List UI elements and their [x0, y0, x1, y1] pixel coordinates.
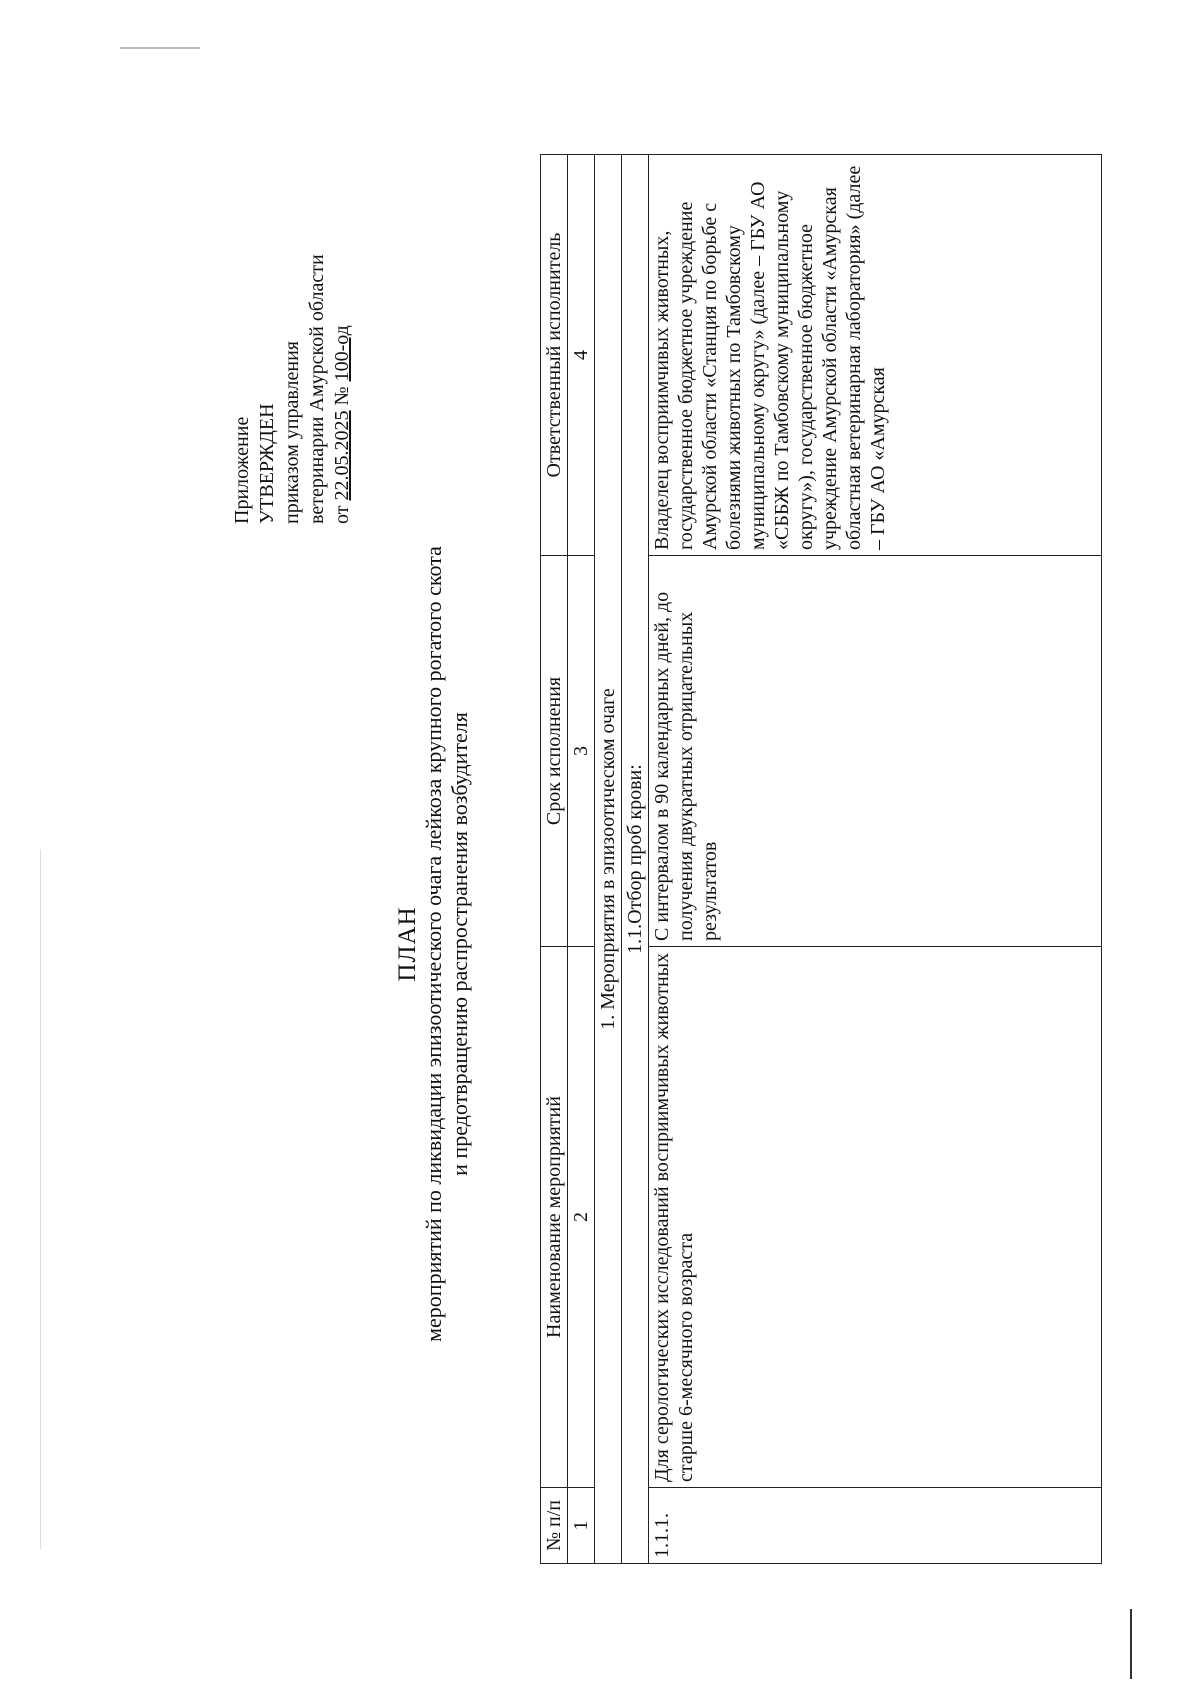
table-header-row	[541, 155, 568, 1564]
row-activity: Для серологических исследований восприимчивых животных старше 6-месячного возраста	[649, 947, 1102, 1488]
column-number-4: 4	[568, 155, 595, 556]
approval-date-line	[330, 104, 355, 524]
column-number-2: 2	[568, 947, 595, 1488]
approval-number-prefix: №	[331, 381, 353, 411]
subsection-title: 1.1.Отбор проб крови:	[622, 155, 649, 1564]
scan-mark	[1130, 1609, 1132, 1679]
plan-title: ПЛАН	[394, 906, 421, 982]
plan-subtitle-2: и предотвращению распространения возбудителя	[447, 712, 472, 1176]
approval-number: 100-од	[331, 325, 353, 382]
section-row	[595, 155, 622, 1564]
row-executor: Владелец восприимчивых животных, государственное бюджетное учреждение Амурской области «Станция по борьбе с болезнями животных по Тамбовскому муниципальному округу» (далее – ГБУ АО «СББЖ по Тамбовскому муниципальному округу»), государственное бюджетное учреждение Амурской области «Амурская областная ветеринарная лаборатория» (далее – ГБУ АО «Амурская	[649, 155, 1102, 556]
column-number-row	[568, 155, 595, 1564]
header-executor: Ответственный исполнитель	[541, 155, 568, 556]
row-term: С интервалом в 90 календарных дней, до получения двукратных отрицательных результатов	[649, 556, 1102, 947]
table-row	[649, 155, 1102, 1564]
approval-authority: ветеринарии Амурской области	[306, 254, 328, 524]
header-number: № п/п	[541, 1488, 568, 1564]
approval-date-prefix: от	[331, 500, 353, 524]
approval-appendix: Приложение	[231, 416, 253, 524]
approval-approved: УТВЕРЖДЕН	[256, 403, 278, 524]
subsection-row	[622, 155, 649, 1564]
column-number-1: 1	[568, 1488, 595, 1564]
section-title: 1. Мероприятия в эпизоотическом очаге	[595, 155, 622, 1564]
header-term: Срок исполнения	[541, 556, 568, 947]
approval-order: приказом управления	[281, 341, 303, 524]
header-name: Наименование мероприятий	[541, 947, 568, 1488]
scan-mark	[120, 47, 200, 49]
approval-block	[230, 104, 355, 524]
scan-mark	[40, 849, 41, 1549]
row-number: 1.1.1.	[649, 1488, 1102, 1564]
column-number-3: 3	[568, 556, 595, 947]
plan-table	[540, 154, 1102, 1564]
plan-subtitle-1: мероприятий по ликвидации эпизоотического очага лейкоза крупного рогатого скота	[421, 546, 446, 1342]
approval-date: 22.05.2025	[331, 410, 353, 501]
plan-heading	[395, 469, 473, 1419]
